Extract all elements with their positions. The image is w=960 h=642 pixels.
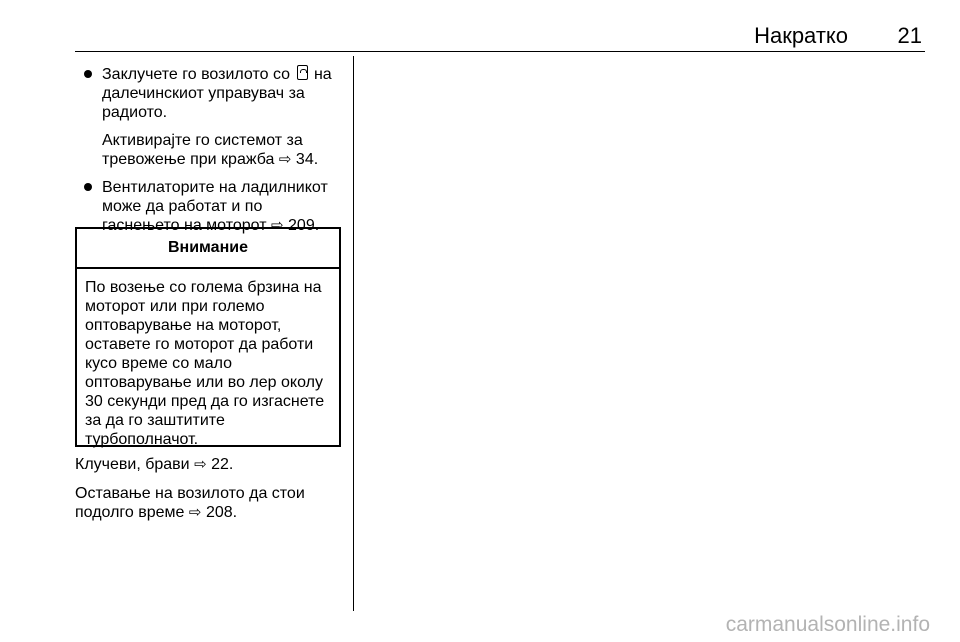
bullet-sub-paragraph: [102, 131, 340, 169]
page-header-title: Накратко: [754, 23, 848, 48]
notice-body: По возење со голема брзина на моторот или при големо оптоварување на моторот, оставете го моторот да работи кусо време со мало оптоварување или во лер околу 30 секунди пред да го изгаснете за да го заштитите турбополначот.: [85, 279, 325, 448]
cross-reference-text: Клучеви, брави: [75, 456, 190, 473]
page-reference[interactable]: 22.: [211, 456, 234, 473]
notice-title: Внимание: [77, 229, 339, 269]
bullet-text-before-icon: Заклучете го возилото со: [102, 66, 291, 83]
reference-arrow-icon: ⇨: [188, 503, 202, 521]
bullet-dot-icon: [84, 183, 92, 191]
page-reference[interactable]: 208.: [205, 504, 238, 521]
bullet-text-after-icon: на далечинскиот управувач за радиото.: [102, 66, 332, 121]
watermark-text: carmanualsonline.info: [725, 613, 930, 636]
cross-reference-keys: [75, 455, 340, 474]
reference-arrow-icon: ⇨: [278, 150, 292, 168]
bullet-text-body: Вентилаторите на ладилникот може да работат и по гаснењето на моторот: [102, 179, 328, 234]
cross-references: [75, 455, 340, 522]
reference-arrow-icon: ⇨: [194, 455, 207, 473]
column-divider: [353, 56, 354, 611]
page-reference[interactable]: 209.: [288, 217, 320, 234]
page-reference[interactable]: 34.: [295, 151, 319, 168]
cross-reference-parking: [75, 484, 340, 522]
left-column: [75, 65, 340, 235]
sub-paragraph-text: Активирајте го системот за тревожење при кражба: [102, 132, 303, 168]
reference-arrow-icon: ⇨: [270, 216, 284, 234]
bullet-text: [102, 65, 340, 122]
bullet-item-lock: [75, 65, 340, 169]
lock-key-icon: [297, 65, 308, 80]
page-number: 21: [897, 23, 922, 48]
warning-notice-box: [75, 227, 341, 447]
header-rule: [75, 51, 925, 52]
bullet-dot-icon: [84, 70, 92, 78]
cross-reference-text: Оставање на возилото да стои подолго време: [75, 485, 305, 521]
